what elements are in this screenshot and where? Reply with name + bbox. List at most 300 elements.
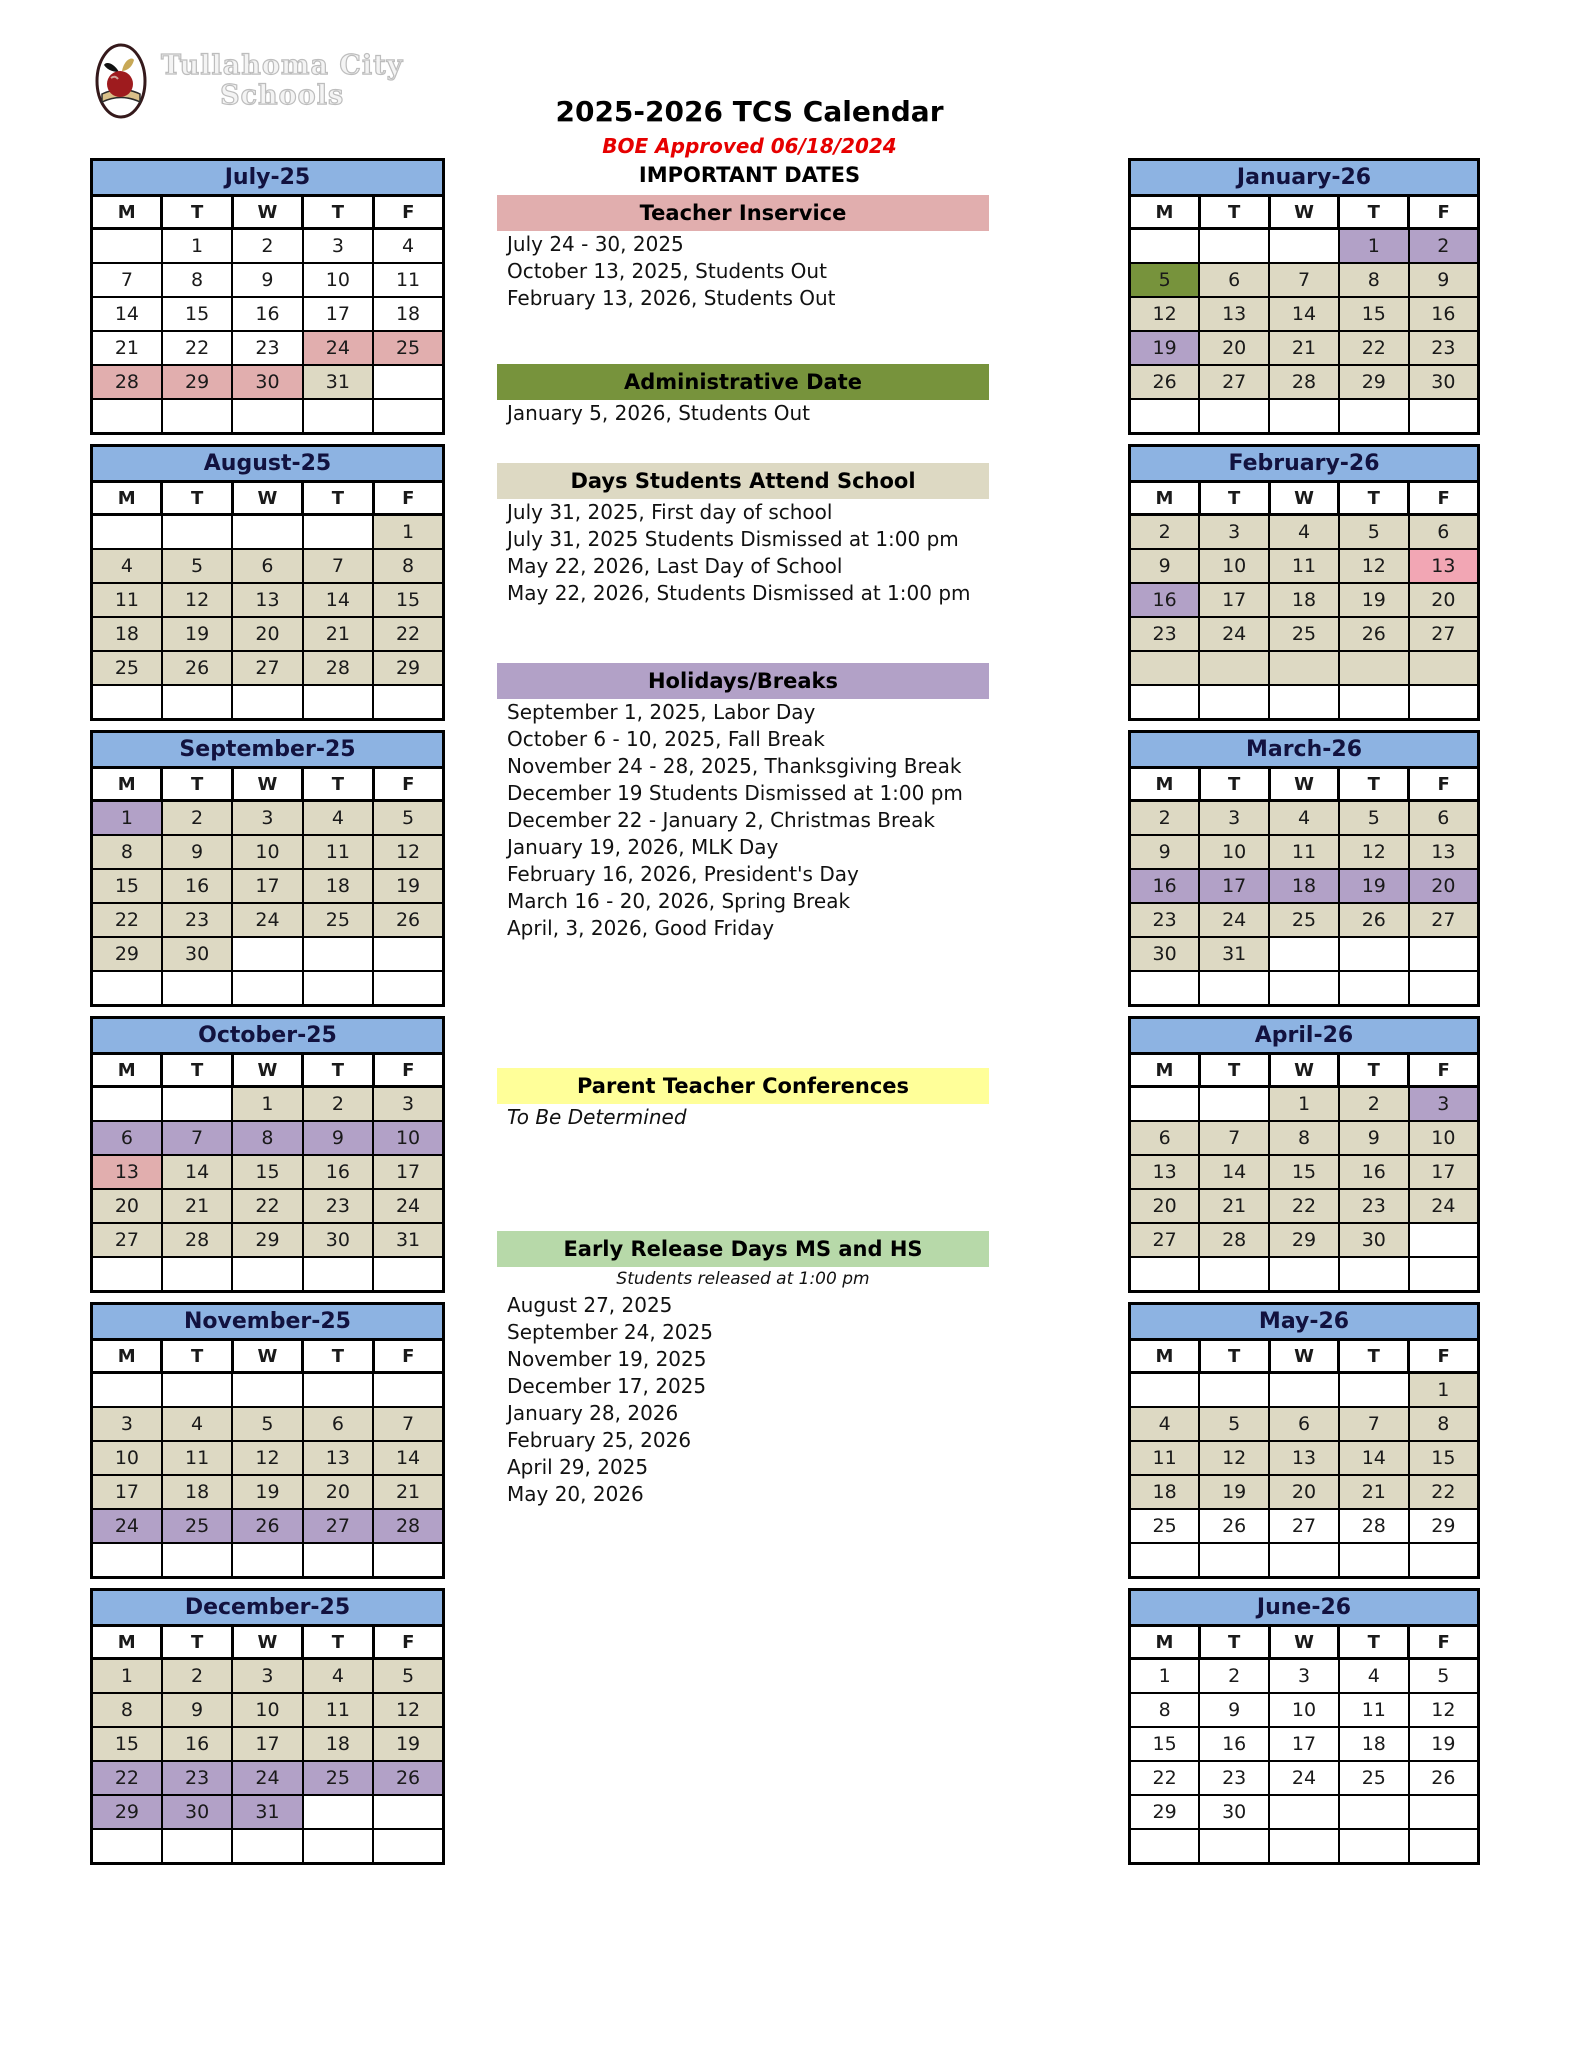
- day-cell: [1269, 229, 1339, 264]
- day-cell: 5: [373, 801, 443, 836]
- week-row: [1130, 617, 1479, 651]
- weekday-header-row: [92, 1626, 444, 1659]
- day-cell: 21: [1199, 1189, 1269, 1223]
- day-cell: 15: [1409, 1441, 1479, 1475]
- day-cell: 19: [373, 1727, 443, 1761]
- day-cell: 6: [1409, 801, 1479, 836]
- day-cell: [232, 1829, 302, 1864]
- week-row: [1130, 549, 1479, 583]
- day-cell: [373, 1795, 443, 1829]
- day-cell: 9: [1130, 835, 1200, 869]
- day-cell: 23: [1130, 903, 1200, 937]
- week-row: [92, 1543, 444, 1578]
- weekday-header: T: [1199, 482, 1269, 515]
- day-cell: 24: [232, 1761, 302, 1795]
- week-row: [92, 1727, 444, 1761]
- day-cell: 18: [1339, 1727, 1409, 1761]
- week-row: [92, 801, 444, 836]
- day-cell: 21: [92, 331, 162, 365]
- day-cell: [162, 1543, 232, 1578]
- day-cell: 16: [1409, 297, 1479, 331]
- day-cell: 15: [162, 297, 232, 331]
- day-cell: [1339, 685, 1409, 720]
- day-cell: 19: [1199, 1475, 1269, 1509]
- day-cell: 21: [303, 617, 373, 651]
- day-cell: 7: [303, 549, 373, 583]
- week-row: [1130, 515, 1479, 550]
- calendar-january-26: [1128, 158, 1480, 435]
- day-cell: [1409, 1257, 1479, 1292]
- day-cell: 1: [373, 515, 443, 550]
- weekday-header: F: [373, 196, 443, 229]
- day-cell: 20: [1409, 583, 1479, 617]
- week-row: [1130, 869, 1479, 903]
- day-cell: [1339, 1795, 1409, 1829]
- day-cell: 10: [232, 1693, 302, 1727]
- day-cell: 22: [92, 903, 162, 937]
- week-row: [1130, 1727, 1479, 1761]
- week-row: [92, 365, 444, 399]
- weekday-header: M: [1130, 1054, 1200, 1087]
- day-cell: 14: [1339, 1441, 1409, 1475]
- day-cell: [303, 937, 373, 971]
- day-cell: 1: [1269, 1087, 1339, 1122]
- day-cell: 26: [232, 1509, 302, 1543]
- week-row: [1130, 1693, 1479, 1727]
- week-row: [92, 1257, 444, 1292]
- day-cell: 24: [373, 1189, 443, 1223]
- day-cell: [1339, 399, 1409, 434]
- day-cell: 30: [1130, 937, 1200, 971]
- week-row: [1130, 1441, 1479, 1475]
- week-row: [1130, 331, 1479, 365]
- day-cell: 27: [1130, 1223, 1200, 1257]
- day-cell: [303, 1829, 373, 1864]
- date-line: January 19, 2026, MLK Day: [507, 835, 779, 859]
- month-title: February-26: [1130, 446, 1479, 482]
- month-title: September-25: [92, 732, 444, 768]
- week-row: [92, 229, 444, 264]
- day-cell: 27: [1409, 903, 1479, 937]
- calendar-september-25: [90, 730, 445, 1007]
- month-title-row: [92, 1590, 444, 1626]
- day-cell: 18: [1269, 583, 1339, 617]
- day-cell: 14: [373, 1441, 443, 1475]
- day-cell: [1409, 685, 1479, 720]
- day-cell: [303, 1257, 373, 1292]
- day-cell: [162, 399, 232, 434]
- day-cell: 28: [162, 1223, 232, 1257]
- day-cell: 16: [1130, 869, 1200, 903]
- day-cell: 16: [232, 297, 302, 331]
- date-line: February 13, 2026, Students Out: [507, 286, 836, 310]
- day-cell: 3: [232, 1659, 302, 1694]
- date-line: January 28, 2026: [507, 1401, 679, 1425]
- day-cell: 6: [1409, 515, 1479, 550]
- weekday-header-row: [1130, 1340, 1479, 1373]
- weekday-header: W: [232, 482, 302, 515]
- weekday-header: W: [232, 768, 302, 801]
- day-cell: 1: [92, 801, 162, 836]
- week-row: [92, 549, 444, 583]
- day-cell: 2: [303, 1087, 373, 1122]
- week-row: [92, 1441, 444, 1475]
- day-cell: 26: [1339, 617, 1409, 651]
- legend-sections: [497, 195, 1002, 1508]
- week-row: [92, 1155, 444, 1189]
- weekday-header: W: [232, 196, 302, 229]
- day-cell: 17: [232, 869, 302, 903]
- day-cell: [162, 1087, 232, 1122]
- week-row: [1130, 1659, 1479, 1694]
- day-cell: 22: [1409, 1475, 1479, 1509]
- week-row: [92, 1659, 444, 1694]
- day-cell: [232, 399, 302, 434]
- day-cell: 10: [92, 1441, 162, 1475]
- date-line: December 17, 2025: [507, 1374, 707, 1398]
- day-cell: [1409, 1829, 1479, 1864]
- date-line: January 5, 2026, Students Out: [507, 401, 810, 425]
- day-cell: 4: [373, 229, 443, 264]
- day-cell: 29: [92, 1795, 162, 1829]
- day-cell: 25: [1339, 1761, 1409, 1795]
- day-cell: 19: [373, 869, 443, 903]
- day-cell: 4: [303, 1659, 373, 1694]
- section-header-holidays_breaks: Holidays/Breaks: [497, 663, 989, 699]
- date-line: September 1, 2025, Labor Day: [507, 700, 816, 724]
- day-cell: 4: [1130, 1407, 1200, 1441]
- day-cell: 11: [303, 835, 373, 869]
- day-cell: 8: [1269, 1121, 1339, 1155]
- boe-approval-note: BOE Approved 06/18/2024: [602, 134, 897, 158]
- date-line: October 13, 2025, Students Out: [507, 259, 827, 283]
- day-cell: 1: [92, 1659, 162, 1694]
- day-cell: 23: [1339, 1189, 1409, 1223]
- weekday-header: T: [1199, 1626, 1269, 1659]
- day-cell: 11: [1269, 549, 1339, 583]
- week-row: [1130, 903, 1479, 937]
- day-cell: 15: [232, 1155, 302, 1189]
- month-title: May-26: [1130, 1304, 1479, 1340]
- week-row: [92, 263, 444, 297]
- day-cell: [1130, 1373, 1200, 1408]
- week-row: [1130, 1829, 1479, 1864]
- day-cell: [1409, 1543, 1479, 1578]
- day-cell: 22: [162, 331, 232, 365]
- day-cell: 31: [1199, 937, 1269, 971]
- day-cell: 5: [373, 1659, 443, 1694]
- day-cell: 29: [232, 1223, 302, 1257]
- day-cell: [1199, 685, 1269, 720]
- day-cell: 29: [1409, 1509, 1479, 1543]
- day-cell: [162, 515, 232, 550]
- week-row: [1130, 1475, 1479, 1509]
- day-cell: 26: [1199, 1509, 1269, 1543]
- day-cell: [232, 515, 302, 550]
- day-cell: 10: [1199, 549, 1269, 583]
- day-cell: [1409, 1223, 1479, 1257]
- week-row: [1130, 801, 1479, 836]
- day-cell: [1269, 1257, 1339, 1292]
- day-cell: 11: [162, 1441, 232, 1475]
- weekday-header-row: [1130, 768, 1479, 801]
- day-cell: [1409, 399, 1479, 434]
- weekday-header: F: [373, 482, 443, 515]
- day-cell: [232, 937, 302, 971]
- day-cell: 6: [232, 549, 302, 583]
- week-row: [1130, 835, 1479, 869]
- weekday-header: T: [303, 196, 373, 229]
- section-parent_teacher_conferences: [497, 1068, 1002, 1131]
- week-row: [92, 617, 444, 651]
- month-title-row: [1130, 1018, 1479, 1054]
- weekday-header: W: [232, 1340, 302, 1373]
- weekday-header: F: [373, 1054, 443, 1087]
- day-cell: [373, 685, 443, 720]
- day-cell: 28: [1339, 1509, 1409, 1543]
- day-cell: 19: [1339, 583, 1409, 617]
- date-line: May 22, 2026, Last Day of School: [507, 554, 843, 578]
- section-early_release: [497, 1231, 1002, 1508]
- day-cell: 29: [162, 365, 232, 399]
- day-cell: 29: [373, 651, 443, 685]
- day-cell: [1130, 971, 1200, 1006]
- weekday-header: T: [162, 1054, 232, 1087]
- day-cell: 3: [303, 229, 373, 264]
- section-header-early_release: Early Release Days MS and HS: [497, 1231, 989, 1267]
- day-cell: [373, 971, 443, 1006]
- day-cell: 1: [162, 229, 232, 264]
- calendar-april-26: [1128, 1016, 1480, 1293]
- day-cell: [1409, 1795, 1479, 1829]
- day-cell: 27: [232, 651, 302, 685]
- section-holidays_breaks: [497, 663, 1002, 942]
- date-line: August 27, 2025: [507, 1293, 673, 1317]
- day-cell: 10: [1269, 1693, 1339, 1727]
- week-row: [1130, 971, 1479, 1006]
- month-title-row: [1130, 732, 1479, 768]
- day-cell: 25: [303, 903, 373, 937]
- weekday-header: T: [1199, 1054, 1269, 1087]
- day-cell: 15: [1269, 1155, 1339, 1189]
- day-cell: [1130, 651, 1200, 685]
- day-cell: 13: [303, 1441, 373, 1475]
- day-cell: 18: [1269, 869, 1339, 903]
- weekday-header: W: [1269, 1054, 1339, 1087]
- weekday-header: T: [162, 482, 232, 515]
- month-title-row: [1130, 160, 1479, 196]
- day-cell: [303, 1373, 373, 1408]
- day-cell: 3: [1269, 1659, 1339, 1694]
- day-cell: 9: [162, 1693, 232, 1727]
- day-cell: 19: [1409, 1727, 1479, 1761]
- day-cell: [1339, 1829, 1409, 1864]
- day-cell: 27: [1199, 365, 1269, 399]
- week-row: [1130, 1543, 1479, 1578]
- day-cell: 4: [92, 549, 162, 583]
- weekday-header: M: [1130, 1626, 1200, 1659]
- day-cell: [1199, 1373, 1269, 1408]
- weekday-header: T: [162, 196, 232, 229]
- calendar-december-25: [90, 1588, 445, 1865]
- calendar-june-26: [1128, 1588, 1480, 1865]
- day-cell: 28: [303, 651, 373, 685]
- day-cell: [1199, 971, 1269, 1006]
- day-cell: [1409, 937, 1479, 971]
- week-row: [1130, 1761, 1479, 1795]
- weekday-header: W: [1269, 196, 1339, 229]
- day-cell: 21: [1269, 331, 1339, 365]
- day-cell: [373, 1373, 443, 1408]
- day-cell: 30: [1199, 1795, 1269, 1829]
- day-cell: 29: [1130, 1795, 1200, 1829]
- day-cell: 31: [303, 365, 373, 399]
- day-cell: 7: [1269, 263, 1339, 297]
- day-cell: 8: [373, 549, 443, 583]
- day-cell: 24: [232, 903, 302, 937]
- day-cell: 10: [1199, 835, 1269, 869]
- day-cell: 2: [1130, 515, 1200, 550]
- day-cell: 21: [162, 1189, 232, 1223]
- date-line: July 31, 2025 Students Dismissed at 1:00 pm: [507, 527, 959, 551]
- day-cell: 15: [92, 1727, 162, 1761]
- school-logo-icon: [95, 42, 147, 120]
- day-cell: [1130, 229, 1200, 264]
- day-cell: [1269, 1795, 1339, 1829]
- day-cell: 13: [1130, 1155, 1200, 1189]
- day-cell: 12: [1130, 297, 1200, 331]
- day-cell: [1199, 651, 1269, 685]
- day-cell: [1269, 937, 1339, 971]
- month-title: December-25: [92, 1590, 444, 1626]
- day-cell: 13: [92, 1155, 162, 1189]
- day-cell: [373, 399, 443, 434]
- day-cell: [232, 685, 302, 720]
- weekday-header: M: [1130, 196, 1200, 229]
- day-cell: 17: [303, 297, 373, 331]
- weekday-header: W: [1269, 1340, 1339, 1373]
- date-line: July 31, 2025, First day of school: [507, 500, 833, 524]
- day-cell: 27: [92, 1223, 162, 1257]
- day-cell: 10: [232, 835, 302, 869]
- day-cell: [162, 1257, 232, 1292]
- day-cell: 12: [373, 835, 443, 869]
- week-row: [92, 583, 444, 617]
- month-title-row: [1130, 1304, 1479, 1340]
- day-cell: 4: [1339, 1659, 1409, 1694]
- school-name: [161, 51, 403, 111]
- day-cell: 4: [162, 1407, 232, 1441]
- day-cell: [92, 1373, 162, 1408]
- day-cell: [92, 971, 162, 1006]
- day-cell: 1: [1130, 1659, 1200, 1694]
- day-cell: 29: [1269, 1223, 1339, 1257]
- week-row: [92, 1223, 444, 1257]
- weekday-header: F: [373, 1626, 443, 1659]
- week-row: [92, 1475, 444, 1509]
- day-cell: 26: [1409, 1761, 1479, 1795]
- week-row: [1130, 1509, 1479, 1543]
- date-line: October 6 - 10, 2025, Fall Break: [507, 727, 825, 751]
- date-line: February 16, 2026, President's Day: [507, 862, 859, 886]
- day-cell: 6: [1130, 1121, 1200, 1155]
- date-line: To Be Determined: [507, 1105, 687, 1129]
- important-dates-heading: IMPORTANT DATES: [638, 163, 861, 187]
- day-cell: 17: [1199, 583, 1269, 617]
- day-cell: [92, 1543, 162, 1578]
- day-cell: 9: [1339, 1121, 1409, 1155]
- page-title: 2025-2026 TCS Calendar: [555, 95, 944, 128]
- day-cell: [92, 515, 162, 550]
- day-cell: 23: [162, 903, 232, 937]
- day-cell: 22: [1269, 1189, 1339, 1223]
- day-cell: 5: [1339, 515, 1409, 550]
- day-cell: [162, 1373, 232, 1408]
- day-cell: 1: [232, 1087, 302, 1122]
- day-cell: 21: [1339, 1475, 1409, 1509]
- day-cell: 26: [162, 651, 232, 685]
- day-cell: 23: [162, 1761, 232, 1795]
- day-cell: 2: [1130, 801, 1200, 836]
- weekday-header: T: [1199, 768, 1269, 801]
- day-cell: 27: [1409, 617, 1479, 651]
- day-cell: [1130, 1257, 1200, 1292]
- calendar-column-right: [1128, 158, 1480, 1874]
- day-cell: 3: [92, 1407, 162, 1441]
- day-cell: 5: [1130, 263, 1200, 297]
- weekday-header: W: [1269, 1626, 1339, 1659]
- day-cell: 3: [1409, 1087, 1479, 1122]
- month-title-row: [92, 446, 444, 482]
- day-cell: 2: [1339, 1087, 1409, 1122]
- day-cell: 30: [303, 1223, 373, 1257]
- day-cell: 22: [232, 1189, 302, 1223]
- day-cell: 5: [232, 1407, 302, 1441]
- section-header-administrative_date: Administrative Date: [497, 364, 989, 400]
- day-cell: 5: [1409, 1659, 1479, 1694]
- day-cell: 4: [1269, 515, 1339, 550]
- day-cell: 9: [303, 1121, 373, 1155]
- date-line: December 19 Students Dismissed at 1:00 pm: [507, 781, 963, 805]
- day-cell: 13: [232, 583, 302, 617]
- weekday-header: T: [1339, 196, 1409, 229]
- day-cell: 8: [92, 835, 162, 869]
- week-row: [1130, 1373, 1479, 1408]
- weekday-header: W: [232, 1054, 302, 1087]
- day-cell: [303, 399, 373, 434]
- month-title: January-26: [1130, 160, 1479, 196]
- day-cell: 7: [1199, 1121, 1269, 1155]
- weekday-header-row: [1130, 1054, 1479, 1087]
- day-cell: 10: [303, 263, 373, 297]
- weekday-header: F: [373, 1340, 443, 1373]
- month-title-row: [92, 732, 444, 768]
- day-cell: [1199, 1829, 1269, 1864]
- day-cell: 20: [1130, 1189, 1200, 1223]
- day-cell: 3: [1199, 515, 1269, 550]
- day-cell: [373, 1829, 443, 1864]
- section-header-days_students_attend: Days Students Attend School: [497, 463, 989, 499]
- week-row: [92, 835, 444, 869]
- day-cell: 22: [1339, 331, 1409, 365]
- day-cell: 24: [1409, 1189, 1479, 1223]
- week-row: [1130, 937, 1479, 971]
- day-cell: [232, 1373, 302, 1408]
- day-cell: 9: [232, 263, 302, 297]
- week-row: [92, 1693, 444, 1727]
- day-cell: 20: [232, 617, 302, 651]
- day-cell: 30: [232, 365, 302, 399]
